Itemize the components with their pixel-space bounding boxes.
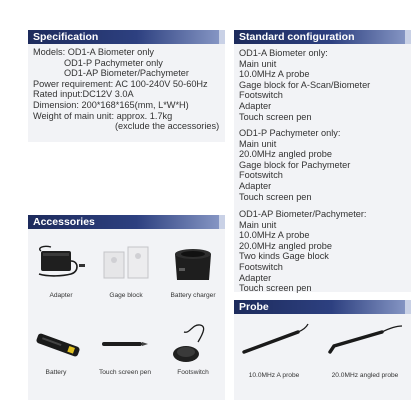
config-line: Touch screen pen <box>239 283 312 294</box>
standard-configuration-title: Standard configuration <box>239 31 355 43</box>
spec-line: Models: OD1-A Biometer only <box>33 47 155 57</box>
accessory-label: Footswitch <box>177 369 209 376</box>
specification-header <box>28 30 225 44</box>
config-line: Footswitch <box>239 261 283 272</box>
specification-text <box>33 47 219 132</box>
spec-line: (exclude the accessories) <box>115 121 220 132</box>
spec-line: Dimension: 200*168*165(mm, L*W*H) <box>33 99 189 110</box>
accessory-label: Battery charger <box>170 292 216 299</box>
spec-line: Rated input:DC12V 3.0A <box>33 89 134 100</box>
standard-configuration-header <box>234 30 411 44</box>
config-line: Main unit <box>239 138 277 149</box>
config-line: OD1-A Biometer only: <box>239 48 328 58</box>
spec-line: OD1-AP Biometer/Pachymeter <box>64 68 189 79</box>
probe-header <box>234 300 411 314</box>
probe-title: Probe <box>239 301 269 313</box>
accessory-label: Battery <box>45 369 67 376</box>
config-line: Main unit <box>239 58 277 69</box>
adapter-icon <box>35 244 87 280</box>
spec-line: OD1-P Pachymeter only <box>64 57 163 68</box>
config-line: Footswitch <box>239 90 283 101</box>
probe-label: 10.0MHz A probe <box>248 372 300 379</box>
accessory-label: Touch screen pen <box>98 369 152 376</box>
specification-title: Specification <box>33 31 99 43</box>
config-line: Two kinds Gage block <box>239 251 329 262</box>
angled-probe-icon <box>326 322 404 358</box>
config-line: Footswitch <box>239 170 283 181</box>
config-line: Touch screen pen <box>239 191 312 202</box>
config-line: Gage block for A-Scan/Biometer <box>239 79 371 90</box>
config-line: Adapter <box>239 100 272 111</box>
accessories-title: Accessories <box>33 216 95 228</box>
standard-group-ap <box>239 209 366 294</box>
spec-line: Power requirement: AC 100-240V 50-60Hz <box>33 78 208 89</box>
config-line: Touch screen pen <box>239 111 312 122</box>
config-line: OD1-P Pachymeter only: <box>239 128 341 138</box>
config-line: Adapter <box>239 272 272 283</box>
standard-group-a <box>239 48 370 122</box>
config-line: 20.0MHz angled probe <box>239 149 332 160</box>
config-line: 10.0MHz A probe <box>239 230 310 241</box>
spec-line: Weight of main unit: approx. 1.7kg <box>33 110 173 121</box>
accessories-header <box>28 215 225 229</box>
config-line: 20.0MHz angled probe <box>239 240 332 251</box>
battery-icon <box>33 328 83 362</box>
battery-charger-icon <box>170 244 216 286</box>
footswitch-icon <box>170 322 216 366</box>
a-probe-icon <box>240 322 310 358</box>
probe-label: 20.0MHz angled probe <box>331 372 399 379</box>
config-line: Gage block for Pachymeter <box>239 159 351 170</box>
standard-group-p <box>239 128 350 202</box>
config-line: Adapter <box>239 180 272 191</box>
config-line: OD1-AP Biometer/Pachymeter: <box>239 209 367 219</box>
config-line: Main unit <box>239 219 277 230</box>
gage-block-icon <box>101 244 151 282</box>
accessory-label: Adapter <box>49 292 73 299</box>
config-line: 10.0MHz A probe <box>239 69 310 80</box>
accessory-label: Gage block <box>109 292 143 299</box>
touch-pen-icon <box>100 334 150 354</box>
